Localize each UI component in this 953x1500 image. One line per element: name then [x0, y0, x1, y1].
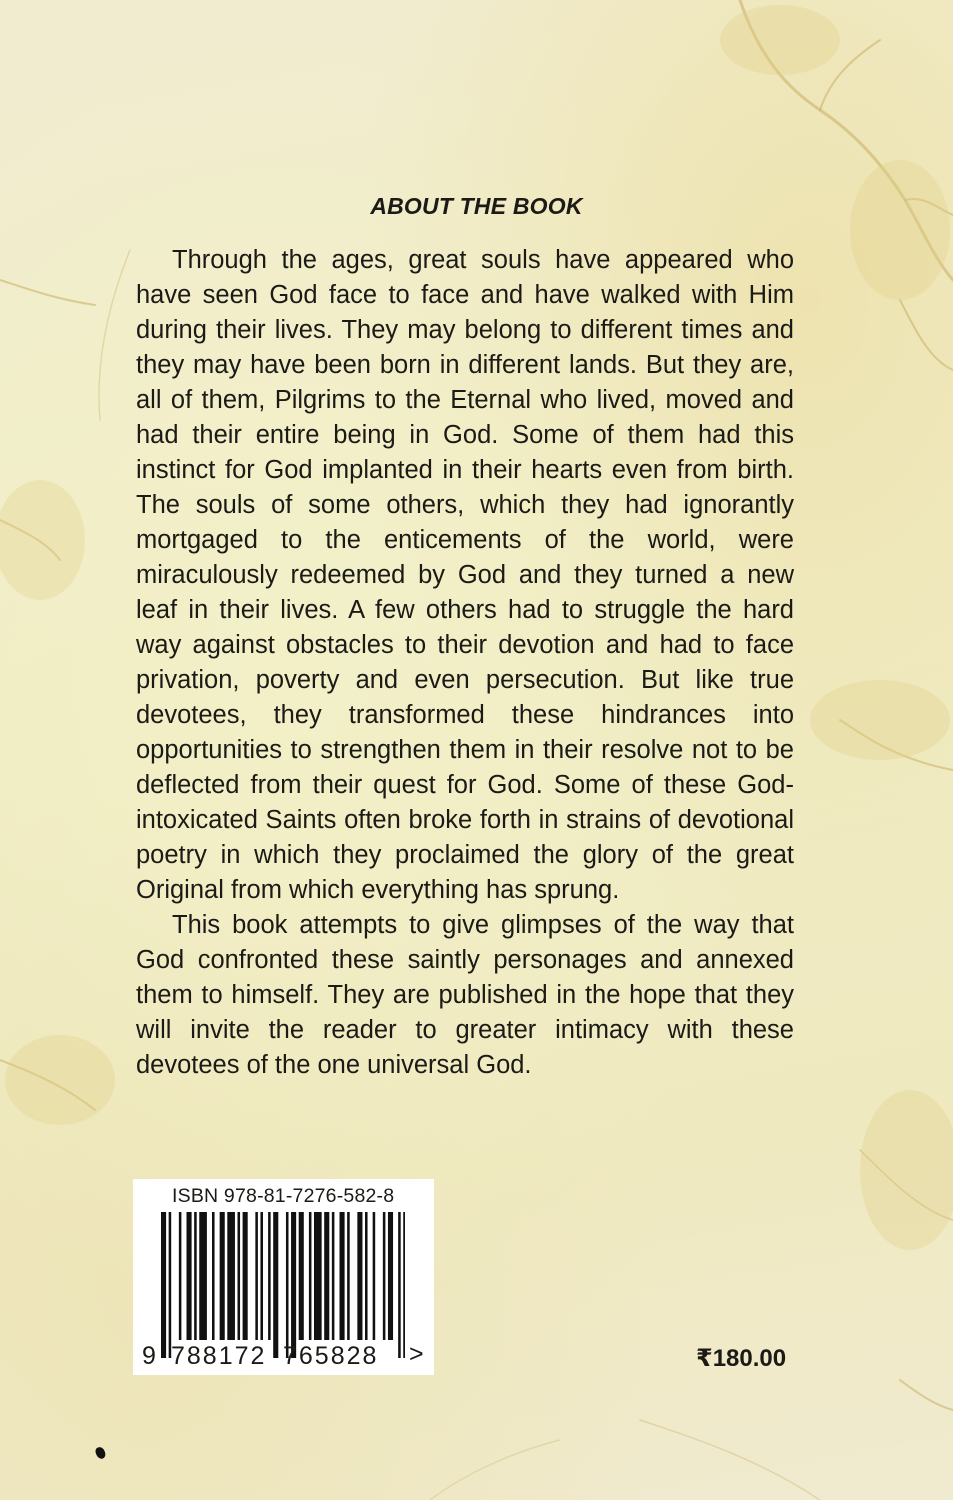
barcode-bar: [199, 1212, 207, 1340]
barcode-bar: [314, 1212, 322, 1340]
barcode-bar: [388, 1212, 393, 1340]
barcode-bar: [212, 1212, 215, 1340]
ean-quiet-zone-arrow: >: [409, 1340, 424, 1368]
barcode-bar: [340, 1212, 345, 1340]
barcode-bars: [161, 1212, 405, 1358]
barcode-bar: [220, 1212, 225, 1340]
barcode-bar: [347, 1212, 350, 1340]
ean-first-digit: 9: [142, 1342, 156, 1370]
barcode-bar: [194, 1212, 197, 1340]
isbn-barcode: [133, 1179, 434, 1375]
ink-speck: [94, 1446, 107, 1460]
barcode-bar: [179, 1212, 182, 1340]
barcode-bar: [268, 1212, 271, 1340]
barcode-bar: [299, 1212, 304, 1340]
barcode-bar: [255, 1212, 258, 1340]
barcode-bar: [383, 1212, 386, 1340]
barcode-bar: [309, 1212, 312, 1340]
ean-left-group: 788172: [171, 1342, 267, 1370]
barcode-bar: [398, 1212, 401, 1358]
barcode-bar: [373, 1212, 376, 1340]
section-heading: ABOUT THE BOOK: [370, 193, 583, 219]
barcode-bar: [161, 1212, 166, 1358]
barcode-bar: [357, 1212, 362, 1340]
barcode-bar: [227, 1212, 235, 1340]
barcode-bar: [187, 1212, 192, 1340]
barcode-bar: [403, 1212, 405, 1358]
ean-right-group: 765828: [283, 1342, 379, 1370]
isbn-label: ISBN 978-81-7276-582-8: [172, 1185, 395, 1207]
barcode-bar: [332, 1212, 335, 1340]
barcode-bar: [291, 1212, 296, 1358]
price-label: ₹180.00: [696, 1345, 787, 1372]
barcode-bar: [238, 1212, 241, 1340]
barcode-bar: [324, 1212, 329, 1340]
barcode-bar: [365, 1212, 368, 1340]
barcode-bar: [260, 1212, 263, 1340]
barcode-bar: [243, 1212, 248, 1340]
body-paragraph-2: This book attempts to give glimpses of the way that God confronted these saintly personages and annexed them to himself. They are published in the hope that they will invite the reader to greater intimacy with these devotees of the one universal God.: [136, 911, 794, 1079]
barcode-bar: [169, 1212, 172, 1358]
body-paragraph-1: Through the ages, great souls have appeared who have seen God face to face and have walked with Him during their lives. They may belong to different times and they may have been born in different lands. But they are, all of them, Pilgrims to the Eternal who lived, moved and had their entire being in God. Some of them had this instinct for God implanted in their hearts even from birth. The souls of some others, which they had ignorantly mortgaged to the enticements of the world, were miraculously redeemed by God and they turned a new leaf in their lives. A few others had to struggle the hard way against obstacles to their devotion and had to face privation, poverty and even persecution. But like true devotees, they transformed these hindrances into opportunities to strengthen them in their resolve not to be deflected from their quest for God. Some of these God-intoxicated Saints often broke forth in strains of devotional poetry in which they proclaimed the glory of the great Original from which everything has sprung.: [136, 246, 794, 904]
barcode-bar: [286, 1212, 289, 1358]
barcode-bar: [273, 1212, 278, 1358]
